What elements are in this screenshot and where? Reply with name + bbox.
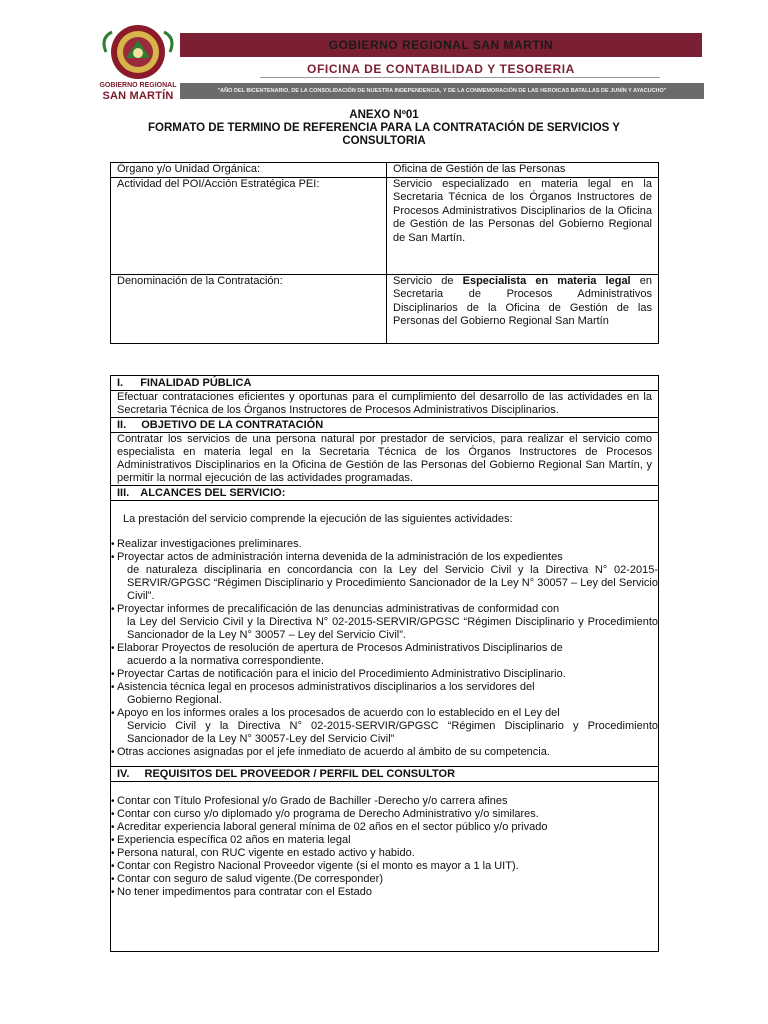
info-value: Oficina de Gestión de las Personas [387, 163, 659, 178]
activity-item-first: Proyectar informes de precalificación de las denuncias administrativas de conformidad con [117, 603, 560, 615]
section-2-text: Contratar los servicios de una persona natural por prestador de servicios, para realizar el servicio como especialista en materia legal en la Secretaria Técnica de los Órganos Instructores de Procesos Administrativos Disciplinarios en la Oficina de Gestión de las Personas del Gobierno Regional San Martín, y permitir la normal ejecución de las actividades programadas. [117, 433, 652, 484]
requirement-item: • Experiencia específica 02 años en materia legal [111, 834, 658, 847]
activity-item-rest: de naturaleza disciplinaria en concordancia con la Ley del Servicio Civil y la Directiva N° 02-2015-SERVIR/GPGSC “Régimen Disciplinario y Procedimiento Sancionador de la Ley N° 30057 – Ley del Servicio Civil”. [127, 564, 658, 602]
activity-item-first: Realizar investigaciones preliminares. [117, 538, 302, 550]
section-title: FINALIDAD PÚBLICA [140, 377, 252, 389]
section-number: IV. [117, 768, 130, 780]
activity-item [111, 551, 658, 603]
activity-item [111, 707, 658, 746]
activity-item [111, 668, 658, 681]
info-row [111, 274, 659, 343]
info-value [387, 274, 659, 343]
info-value-pre: Servicio de [393, 274, 463, 287]
banner-title: GOBIERNO REGIONAL SAN MARTIN [328, 38, 554, 52]
info-value-post: en Secretaria de Procesos Administrativos Disciplinarios de la Oficina de Gestión de las Personas del Gobierno Regional San Martín [393, 274, 652, 327]
activity-item [111, 538, 658, 551]
activity-item-rest: la Ley del Servicio Civil y la Directiva N° 02-2015-SERVIR/GPGSC “Régimen Disciplinario y Procedimiento Sancionador de la Ley N° 30057 – Ley del Servicio Civil”. [127, 616, 658, 641]
office-divider [260, 77, 660, 78]
section-title: OBJETIVO DE LA CONTRATACIÓN [141, 419, 324, 431]
activity-item-rest: acuerdo a la normativa correspondiente. [127, 655, 324, 667]
regional-seal-icon [96, 22, 180, 82]
section-title: REQUISITOS DEL PROVEEDOR / PERFIL DEL CONSULTOR [144, 768, 456, 780]
header-banner [180, 33, 702, 57]
info-value-bold: Especialista en materia legal [462, 274, 631, 287]
activity-item [111, 603, 658, 642]
requirement-item: • Contar con seguro de salud vigente.(De corresponder) [111, 873, 658, 886]
info-label: Denominación de la Contratación: [111, 274, 387, 343]
info-value: Servicio especializado en materia legal en la Secretaria Técnica de los Órganos Instructores de Procesos Administrativos Disciplinarios de la Oficina de Gestión de las Personas del Gobierno Regional de San Martín. [387, 177, 659, 274]
section-heading-2 [111, 417, 658, 433]
info-table [110, 162, 659, 344]
activity-item [111, 746, 658, 759]
regional-logo [96, 22, 180, 102]
requirement-item: • Contar con Título Profesional y/o Grado de Bachiller -Derecho y/o carrera afines [111, 795, 658, 808]
requirement-item: • No tener impedimentos para contratar con el Estado [111, 886, 658, 899]
requirement-item: • Contar con curso y/o diplomado y/o programa de Derecho Administrativo y/o similares. [111, 808, 658, 821]
activity-item [111, 642, 658, 668]
anexo-number: ANEXO Nº01 [349, 109, 419, 121]
section-number: III. [117, 487, 130, 499]
info-row [111, 177, 659, 274]
activity-item-rest: Gobierno Regional. [127, 694, 222, 706]
section-heading-1 [111, 376, 658, 391]
logo-line-1: GOBIERNO REGIONAL [99, 82, 177, 89]
section-number: II. [117, 419, 127, 431]
section-heading-3 [111, 485, 658, 501]
office-name: OFICINA DE CONTABILIDAD Y TESORERIA [307, 62, 575, 76]
section-title: ALCANCES DEL SERVICIO: [140, 487, 286, 499]
section-heading-4 [111, 766, 658, 782]
activity-item [111, 681, 658, 707]
activity-item-first: Elaborar Proyectos de resolución de apertura de Procesos Administrativos Disciplinarios de [117, 642, 563, 654]
info-label: Órgano y/o Unidad Orgánica: [111, 163, 387, 178]
info-row [111, 163, 659, 178]
activity-item-first: Asistencia técnica legal en procesos administrativos disciplinarios a los servidores del [117, 681, 535, 693]
logo-line-2: SAN MARTÍN [102, 90, 174, 102]
section-3-intro: La prestación del servicio comprende la ejecución de las siguientes actividades: [123, 513, 513, 525]
activity-item-first: Proyectar Cartas de notificación para el inicio del Procedimiento Administrativo Disciplinario. [117, 668, 566, 680]
section-number: I. [117, 377, 124, 389]
sections-box [110, 375, 659, 952]
activity-item-rest: Servicio Civil y la Directiva N° 02-2015-SERVIR/GPGSC “Régimen Disciplinario y Procedimiento Sancionador de la Ley N° 30057-Ley del Servicio Civil” [127, 720, 658, 745]
requirement-item: • Contar con Registro Nacional Proveedor vigente (si el monto es mayor a 1 la UIT). [111, 860, 658, 873]
document-title: FORMATO DE TERMINO DE REFERENCIA PARA LA CONTRATACIÓN DE SERVICIOS Y CONSULTORIA [148, 122, 620, 147]
requirement-item: • Persona natural, con RUC vigente en estado activo y habido. [111, 847, 658, 860]
requirements-list [111, 795, 658, 899]
activity-item-first: Apoyo en los informes orales a los procesados de acuerdo con lo establecido en el Ley del [117, 707, 560, 719]
section-1-text: Efectuar contrataciones eficientes y oportunas para el cumplimiento del desarrollo de las actividades en la Secretaria Técnica de los Órganos Instructores de Procesos Administrativos Disciplinarios. [117, 391, 652, 416]
activity-item-first: Otras acciones asignadas por el jefe inmediato de acuerdo al ámbito de su competencia. [117, 746, 550, 758]
activity-item-first: Proyectar actos de administración interna devenida de la administración de los expedientes [117, 551, 563, 563]
activities-list [111, 538, 658, 759]
requirement-item: • Acreditar experiencia laboral general mínima de 02 años en el sector público y/o privado [111, 821, 658, 834]
motto-banner: "AÑO DEL BICENTENARIO, DE LA CONSOLIDACIÓN DE NUESTRA INDEPENDENCIA, Y DE LA CONMEMORACIÓN DE LAS HEROICAS BATALLAS DE JUNÍN Y AYACUCHO" [180, 83, 704, 99]
info-label: Actividad del POI/Acción Estratégica PEI: [111, 177, 387, 274]
